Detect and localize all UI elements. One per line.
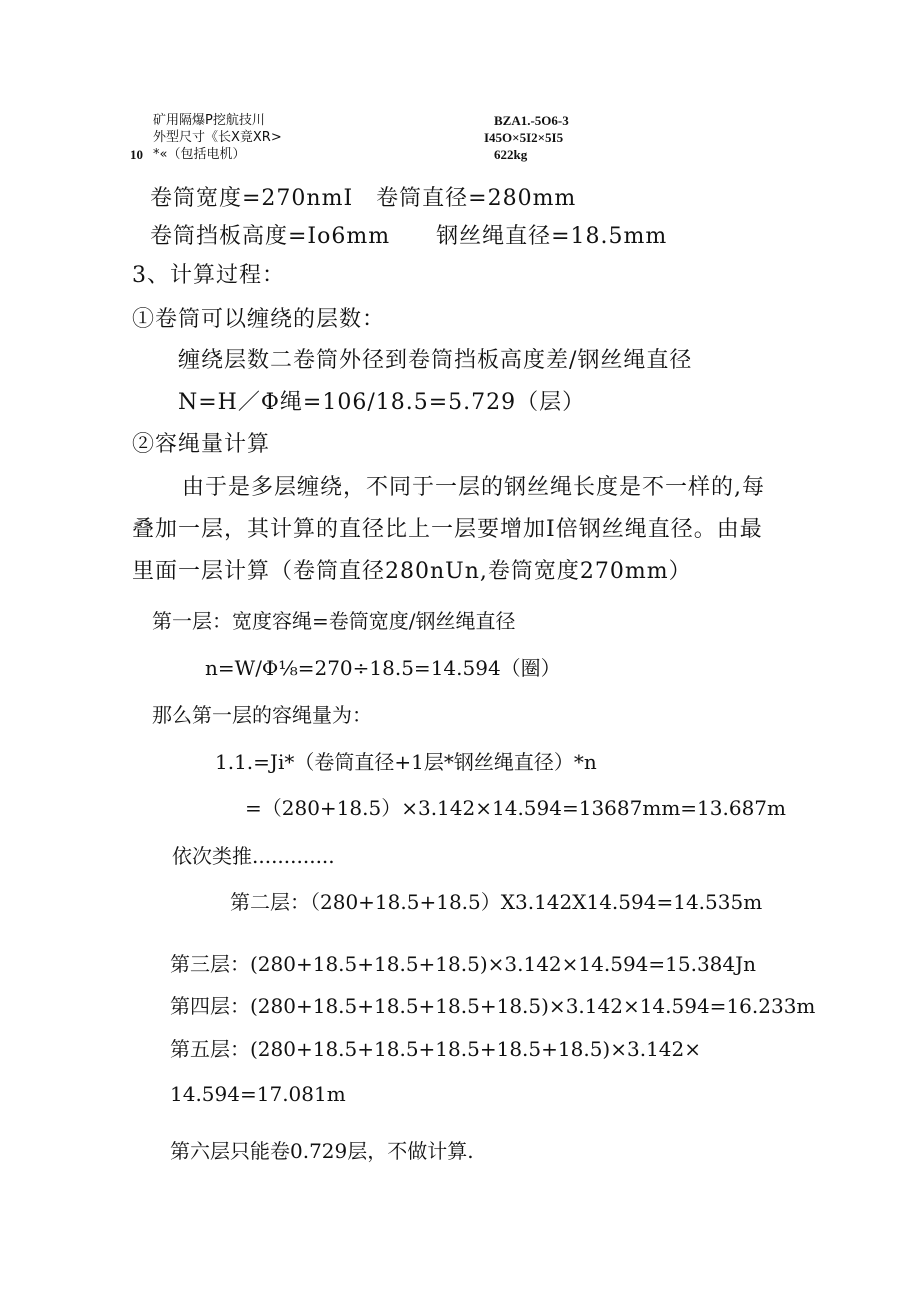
layer1-amount-intro: 那么第一层的容绳量为：	[152, 703, 372, 727]
step2-paragraph-line-2: 叠加一层，其计算的直径比上一层要增加I倍钢丝绳直径。由最	[132, 517, 763, 542]
layer1-amount-formula: 1.1.=Ji*（卷筒直径+1层*钢丝绳直径）*n	[215, 750, 597, 774]
param-line-2: 卷筒挡板高度=Io6mm 钢丝绳直径=18.5mm	[150, 224, 668, 249]
step2-paragraph-line-1: 由于是多层缠绕，不同于一层的钢丝绳长度是不一样的,每	[182, 475, 765, 500]
step1-title: ①卷筒可以缠绕的层数：	[132, 307, 386, 332]
layer1-turns-formula: n=W/Φ⅛=270÷18.5=14.594（圈）	[205, 656, 561, 680]
step1-definition: 缠绕层数二卷筒外径到卷筒挡板高度差/钢丝绳直径	[178, 348, 693, 373]
header-label-line2: 外型尺寸《长X竟XR>	[153, 130, 282, 145]
header-value-weight: 622kg	[494, 147, 528, 162]
header-row-number: 10	[130, 147, 143, 162]
header-value-model: BZA1.-5O6-3	[494, 113, 569, 128]
layer2-result: 第二层：（280+18.5+18.5）X3.142X14.594=14.535m	[230, 890, 763, 914]
layer6-note: 第六层只能卷0.729层，不做计算.	[170, 1139, 474, 1163]
step2-title: ②容绳量计算	[132, 432, 271, 457]
layer1-amount-result: =（280+18.5）×3.142×14.594=13687mm=13.687m	[245, 796, 786, 820]
layer5-result: 第五层：(280+18.5+18.5+18.5+18.5+18.5)×3.142×	[170, 1037, 701, 1061]
param-line-1: 卷筒宽度=270nmI 卷筒直径=280mm	[150, 186, 577, 211]
layer1-title: 第一层：宽度容绳=卷筒宽度/钢丝绳直径	[152, 609, 516, 633]
section-title: 3、计算过程：	[132, 263, 285, 288]
header-label-line1: 矿用隔爆P挖航技川	[153, 113, 265, 128]
etc-line: 依次类推.............	[172, 844, 335, 868]
layer3-result: 第三层：(280+18.5+18.5+18.5)×3.142×14.594=15.384Jn	[170, 952, 757, 976]
header-value-dimensions: I45O×5I2×5I5	[484, 130, 564, 145]
header-label-line3: *«（包括电机）	[153, 147, 246, 162]
layer4-result: 第四层：(280+18.5+18.5+18.5+18.5)×3.142×14.594=16.233m	[170, 994, 816, 1018]
layer5-result-continued: 14.594=17.081m	[170, 1082, 346, 1106]
step1-formula: N=H／Φ绳=106/18.5=5.729（层）	[178, 390, 586, 415]
step2-paragraph-line-3: 里面一层计算（卷筒直径280nUn,卷筒宽度270mm）	[132, 559, 692, 584]
